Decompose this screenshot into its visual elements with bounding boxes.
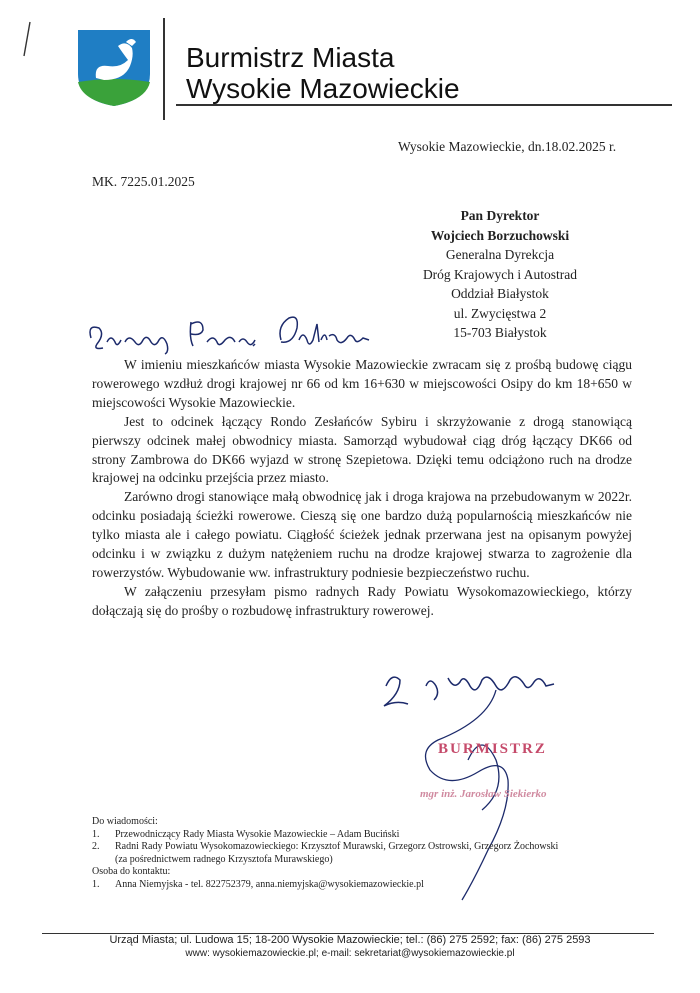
reference-number: MK. 7225.01.2025 bbox=[92, 174, 195, 189]
title-line-1: Burmistrz Miasta bbox=[186, 42, 395, 73]
list-item: 2. Radni Rady Powiatu Wysokomazowieckiego: Krzysztof Murawski, Grzegorz Ostrowski, Grzegorz Żochowski bbox=[92, 841, 559, 853]
place-date: Wysokie Mazowieckie, dn.18.02.2025 r. bbox=[398, 139, 617, 154]
addressee-line: 15-703 Białystok bbox=[453, 325, 547, 340]
list-item: 1. Anna Niemyjska - tel. 822752379, anna.niemyjska@wysokiemazowieckie.pl bbox=[92, 878, 424, 890]
body-paragraph: W imieniu mieszkańców miasta Wysokie Mazowieckie zwracam się z prośbą budowę ciągu rowerowego wzdłuż drogi krajowej nr 66 od km 16+630 w miejscowości Osipy do km 18+650 w miejscowości Wysokie Mazowieckie. bbox=[92, 357, 632, 410]
contact-heading: Osoba do kontaktu: bbox=[92, 866, 171, 878]
list-item: (za pośrednictwem radnego Krzysztofa Murawskiego) bbox=[115, 853, 333, 865]
page-title bbox=[186, 42, 460, 104]
header-horizontal-rule bbox=[176, 104, 672, 106]
footer-address: Urząd Miasta; ul. Ludowa 15; 18-200 Wysokie Mazowieckie; tel.: (86) 275 2592; fax: (86) 275 2593 bbox=[109, 934, 591, 946]
letter-body bbox=[92, 356, 632, 621]
official-stamp-name: mgr inż. Jarosław Siekierko bbox=[420, 788, 547, 800]
header-vertical-rule bbox=[163, 18, 165, 120]
city-crest-icon bbox=[74, 26, 154, 108]
body-paragraph: Jest to odcinek łączący Rondo Zesłańców Sybiru i skrzyżowanie z drogą stanowiącą pierwszy odcinek małej obwodnicy miasta. Samorząd wybudował ciąg dróg łączący DK66 od strony Zambrowa do DK66 wyjazd w stronę Szepietowa. Dzięki temu odciążono ruch na drodze krajowej na odcinku przejścia przez miasto. bbox=[92, 413, 632, 486]
addressee-line: Dróg Krajowych i Autostrad bbox=[422, 266, 578, 282]
body-paragraph: W załączeniu przesyłam pismo radnych Rady Powiatu Wysokomazowieckiego, którzy dołączają się do prośby o rozbudowę infrastruktury rowerowej. bbox=[92, 583, 632, 618]
distribution-heading: Do wiadomości: bbox=[92, 816, 158, 827]
addressee-block bbox=[380, 206, 620, 343]
distribution-list bbox=[92, 816, 592, 892]
footer-contact: www: wysokiemazowieckie.pl; e-mail: sekretariat@wysokiemazowieckie.pl bbox=[185, 948, 515, 959]
handwritten-greeting bbox=[85, 304, 385, 359]
list-item: 1. Przewodniczący Rady Miasta Wysokie Mazowieckie – Adam Buciński bbox=[92, 828, 400, 840]
addressee-line: Generalna Dyrekcja bbox=[445, 247, 555, 262]
pen-mark-icon bbox=[20, 20, 36, 60]
addressee-line: Oddział Białystok bbox=[451, 286, 549, 301]
official-stamp-title: BURMISTRZ bbox=[438, 741, 547, 757]
addressee-name: Wojciech Borzuchowski bbox=[430, 227, 570, 243]
title-line-2: Wysokie Mazowieckie bbox=[186, 73, 460, 104]
addressee-title: Pan Dyrektor bbox=[460, 208, 540, 223]
addressee-line: ul. Zwycięstwa 2 bbox=[453, 305, 547, 321]
body-paragraph: Zarówno drogi stanowiące małą obwodnicę jak i droga krajowa na przebudowanym w 2022r. odcinku posiadają ścieżki rowerowe. Cieszą się one bardzo dużą popularnością mieszkańców nie tylko miasta ale i całego powiatu. Ciągłość ścieżek jednak przerwana jest na opisanym powyżej odcinku i w związku z dużym natężeniem ruchu na drodze krajowej stwarza to zagrożenie dla rowerzystów. Wybudowanie ww. infrastruktury podniesie bezpieczeństwo ruchu. bbox=[92, 489, 632, 580]
